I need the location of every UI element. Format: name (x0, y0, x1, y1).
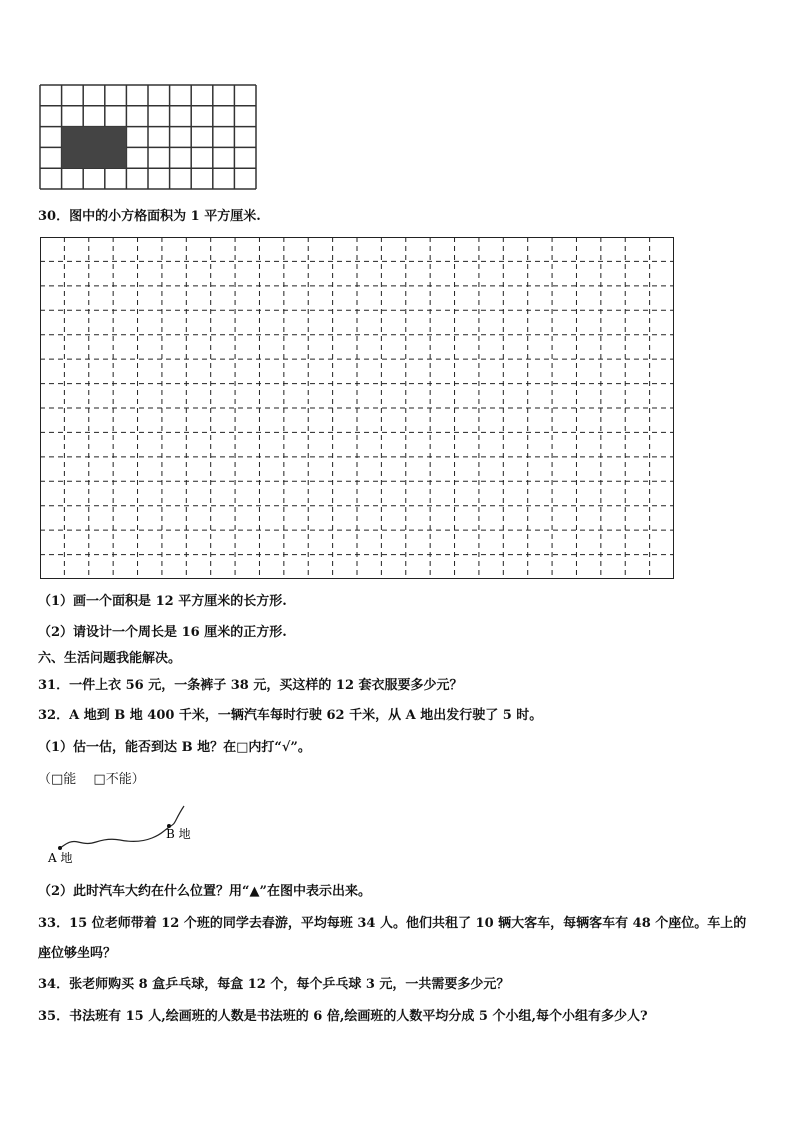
q30-part1: （1）画一个面积是 12 平方厘米的长方形. (38, 594, 287, 609)
q32-part2: （2）此时汽车大约在什么位置？用“▲”在图中表示出来。 (38, 884, 371, 899)
q34-text: 34．张老师购买 8 盒乒乓球，每盒 12 个，每个乒乓球 3 元，一共需要多少元？ (38, 977, 510, 992)
point-a (58, 846, 62, 850)
small-grid-figure (40, 85, 256, 189)
q32-part1: （1）估一估，能否到达 B 地？在□内打“√”。 (38, 740, 311, 755)
label-a: A 地 (48, 851, 73, 865)
q31-text: 31．一件上衣 56 元，一条裤子 38 元，买这样的 12 套衣服要多少元？ (38, 678, 463, 693)
route-figure (44, 800, 204, 870)
label-b: B 地 (166, 827, 191, 841)
dashed-grid-figure (40, 237, 674, 579)
q30-part2: （2）请设计一个周长是 16 厘米的正方形. (38, 625, 287, 640)
q33-text: 33．15 位老师带着 12 个班的同学去春游，平均每班 34 人。他们共租了 10 辆大客车，每辆客车有 48 个座位。车上的座位够坐吗？ (38, 916, 747, 961)
q32-options: （□能 □不能） (38, 772, 145, 787)
q35-text: 35．书法班有 15 人,绘画班的人数是书法班的 6 倍,绘画班的人数平均分成 5 个小组,每个小组有多少人? (38, 1009, 648, 1024)
shaded-rectangle (62, 127, 127, 169)
section6-heading: 六、生活问题我能解决。 (38, 651, 182, 666)
q30-title: 30．图中的小方格面积为 1 平方厘米. (38, 209, 261, 224)
q32-text: 32．A 地到 B 地 400 千米，一辆汽车每时行驶 62 千米，从 A 地出发行驶了 5 时。 (38, 708, 543, 723)
